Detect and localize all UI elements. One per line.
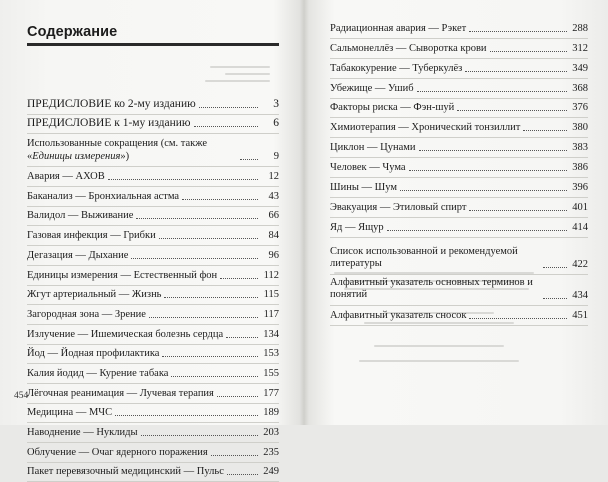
toc-entry: [330, 158, 588, 178]
dot-leader: [108, 178, 258, 180]
toc-entry: [330, 39, 588, 59]
toc-entry-title: Дегазация — Дыхание: [27, 249, 129, 261]
toc-entry: [27, 187, 279, 207]
dot-leader: [387, 229, 567, 231]
toc-entry-page: 189: [263, 407, 279, 419]
toc-entry-page: 155: [263, 367, 279, 379]
heading-rule: [27, 43, 279, 46]
dot-leader: [457, 109, 567, 111]
toc-entry: [27, 95, 279, 115]
toc-entry-title: Яд — Ящур: [330, 221, 384, 233]
toc-entry-page: 414: [572, 221, 588, 233]
dot-leader: [164, 296, 258, 298]
dot-leader: [159, 237, 258, 239]
toc-entry: [27, 246, 279, 266]
toc-entry-page: 451: [572, 309, 588, 321]
toc-entry-page: 396: [572, 182, 588, 194]
dot-leader: [141, 434, 258, 436]
toc-entry-title: Табакокурение — Туберкулёз: [330, 62, 463, 74]
toc-entry: [330, 306, 588, 326]
dot-leader: [199, 106, 258, 108]
toc-entry-page: 6: [273, 117, 279, 130]
toc-heading: Содержание: [27, 24, 118, 40]
dot-leader: [469, 30, 567, 32]
toc-entry-page: 12: [268, 171, 279, 183]
toc-entry-page: 312: [572, 42, 588, 54]
toc-entry-page: 115: [263, 289, 279, 301]
toc-entry-title: ПРЕДИСЛОВИЕ к 1-му изданию: [27, 117, 191, 130]
toc-entry-page: 349: [572, 62, 588, 74]
toc-entry-title-italic: Единицы измерения: [32, 150, 121, 162]
toc-entry-page: 249: [263, 466, 279, 478]
toc-entry-title: Пакет перевязочный медицинский — Пульс: [27, 466, 224, 478]
toc-entry-title: Наводнение — Нуклиды: [27, 427, 138, 438]
toc-entry: [27, 115, 279, 135]
toc-entry-title: Авария — АХОВ: [27, 171, 105, 183]
dot-leader: [409, 169, 567, 171]
toc-entry-page: 43: [268, 190, 279, 202]
toc-entry: [27, 134, 279, 167]
toc-entry: [27, 286, 279, 306]
dot-leader: [162, 355, 258, 357]
toc-entry-title: Алфавитный указатель основных терминов и понятий: [330, 276, 533, 301]
dot-leader: [490, 50, 567, 52]
toc-entry-page: 117: [263, 308, 279, 320]
toc-entry-page: 434: [572, 289, 588, 301]
dot-leader: [469, 317, 567, 319]
toc-entry: [27, 364, 279, 384]
dot-leader: [543, 266, 567, 268]
dot-leader: [131, 257, 258, 259]
toc-list-left: [27, 95, 279, 482]
toc-entry: [27, 345, 279, 365]
toc-entry-title-tail: »): [120, 150, 130, 162]
toc-entry-page: 383: [572, 142, 588, 154]
toc-entry: [27, 207, 279, 227]
toc-entry-page: 84: [268, 230, 279, 242]
toc-entry-page: 380: [572, 122, 588, 134]
toc-entry-title: Жгут артериальный — Жизнь: [27, 289, 162, 301]
toc-entry-title: Загородная зона — Зрение: [27, 308, 146, 320]
toc-entry: [27, 404, 279, 424]
toc-entry-title: Валидол — Выживание: [27, 210, 134, 222]
dot-leader: [419, 149, 567, 151]
show-through-mark: [210, 66, 270, 68]
toc-entry-title: Химиотерапия — Хронический тонзиллит: [330, 122, 521, 134]
toc-entry-title: Циклон — Цунами: [330, 142, 416, 154]
dot-leader: [217, 395, 258, 397]
toc-entry-page: 401: [572, 201, 588, 213]
toc-entry-title: Сальмонеллёз — Сыворотка крови: [330, 42, 487, 54]
dot-leader: [400, 189, 567, 191]
dot-leader: [220, 277, 258, 279]
toc-entry-page: 112: [263, 269, 279, 281]
dot-leader: [226, 336, 258, 338]
toc-entry-page: 386: [572, 162, 588, 174]
toc-entry: [330, 19, 588, 39]
toc-entry-title: Калия йодид — Курение табака: [27, 367, 169, 379]
toc-entry-page: 235: [263, 446, 279, 458]
dot-leader: [523, 129, 567, 131]
dot-leader: [194, 125, 258, 127]
toc-entry: [27, 305, 279, 325]
toc-entry-page: 203: [263, 427, 279, 438]
toc-entry: [27, 423, 279, 443]
dot-leader: [182, 198, 258, 200]
toc-entry-title: Человек — Чума: [330, 162, 406, 174]
toc-entry-title: Список использованной и рекомендуемой литературы: [330, 245, 518, 270]
toc-entry-title: Убежище — Ушиб: [330, 82, 414, 94]
toc-entry: [330, 244, 588, 275]
toc-entry-title: Алфавитный указатель сносок: [330, 309, 467, 321]
toc-entry-title: Факторы риска — Фэн-шуй: [330, 102, 455, 114]
show-through-mark: [225, 73, 270, 75]
toc-entry: [27, 325, 279, 345]
toc-entry-page: 9: [273, 151, 279, 163]
toc-entry: [27, 463, 279, 482]
toc-entry: [330, 118, 588, 138]
dot-leader: [115, 414, 258, 416]
toc-entry-title: Газовая инфекция — Грибки: [27, 230, 156, 242]
toc-entry-title: Шины — Шум: [330, 182, 397, 194]
dot-leader: [211, 454, 258, 456]
toc-entry: [27, 266, 279, 286]
dot-leader: [469, 209, 567, 211]
toc-entry-title: Медицина — МЧС: [27, 407, 113, 419]
toc-entry-page: 3: [273, 97, 279, 110]
dot-leader: [136, 217, 258, 219]
toc-entry: [330, 59, 588, 79]
toc-entry-page: 153: [263, 348, 279, 360]
toc-entry-title: Лёгочная реанимация — Лучевая терапия: [27, 387, 214, 399]
toc-entry-page: 177: [263, 387, 279, 399]
toc-entry: [27, 226, 279, 246]
show-through-mark: [374, 345, 504, 347]
toc-entry-title-text: Использованные сокращения (см. также «: [27, 138, 208, 162]
toc-entry-title: Баканализ — Бронхиальная астма: [27, 190, 180, 202]
toc-entry-page: 288: [572, 22, 588, 34]
toc-entry-title: Излучение — Ишемическая болезнь сердца: [27, 328, 224, 340]
dot-leader: [417, 90, 567, 92]
dot-leader: [149, 316, 258, 318]
dot-leader: [543, 297, 567, 299]
toc-entry: [27, 384, 279, 404]
toc-entry: [27, 167, 279, 187]
dot-leader: [465, 70, 567, 72]
right-page: [304, 0, 608, 425]
toc-entry-title: Облучение — Очаг ядерного поражения: [27, 446, 208, 458]
toc-entry-title: Йод — Йодная профилактика: [27, 348, 160, 360]
toc-entry-page: 134: [263, 328, 279, 340]
dot-leader: [240, 158, 258, 160]
toc-entry-page: 368: [572, 82, 588, 94]
toc-entry-title: ПРЕДИСЛОВИЕ ко 2-му изданию: [27, 97, 196, 110]
page-number: 454: [14, 391, 29, 401]
left-page: [0, 0, 304, 478]
toc-entry-title: Радиационная авария — Рэкет: [330, 22, 467, 34]
toc-entry: [330, 138, 588, 158]
toc-entry-title: Единицы измерения — Естественный фон: [27, 269, 218, 281]
toc-entry-title: Эвакуация — Этиловый спирт: [330, 201, 467, 213]
toc-entry-page: 66: [268, 210, 279, 222]
toc-entry: [330, 99, 588, 119]
dot-leader: [171, 375, 258, 377]
toc-entry-page: 96: [268, 249, 279, 261]
dot-leader: [227, 473, 258, 475]
toc-entry: [330, 79, 588, 99]
toc-entry: [330, 275, 588, 306]
toc-list-right: [330, 19, 588, 326]
toc-entry: [330, 198, 588, 218]
toc-entry: [330, 218, 588, 238]
toc-entry-title: [27, 138, 237, 163]
show-through-mark: [205, 80, 270, 82]
show-through-mark: [359, 360, 519, 362]
toc-entry: [330, 178, 588, 198]
toc-entry-page: 422: [572, 258, 588, 270]
toc-entry: [27, 443, 279, 463]
toc-entry-page: 376: [572, 102, 588, 114]
